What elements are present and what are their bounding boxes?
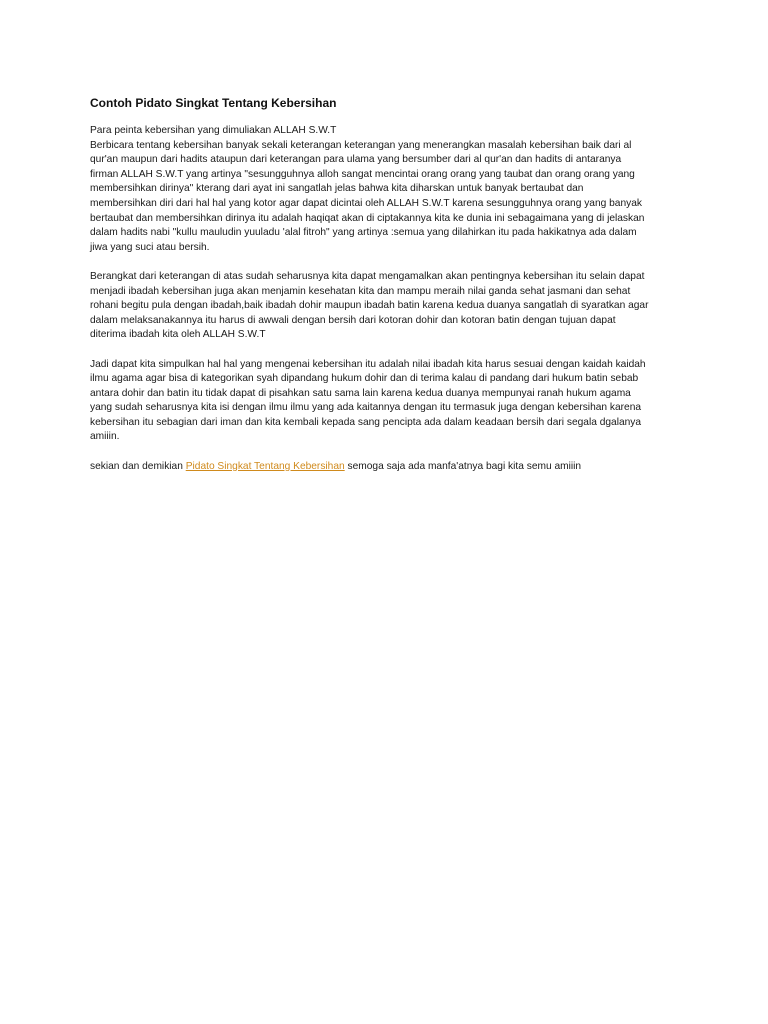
text-line: diterima ibadah kita oleh ALLAH S.W.T: [90, 329, 266, 341]
text-line: dalam melaksanakannya itu harus di awwali dengan bersih dari kotoran dohir dan kotoran batin dengan tujuan dapat: [90, 314, 616, 326]
text-line: ilmu agama agar bisa di kategorikan syah dipandang hukum dohir dan di terima kalau di pandang dari hukum batin sebab: [90, 373, 639, 385]
closing-text-before: sekian dan demikian: [90, 460, 186, 472]
text-line: yang sudah seharusnya kita isi dengan ilmu ilmu yang ada kaitannya dengan itu termasuk juga dengan kebersihan karena: [90, 402, 642, 414]
text-line: bertaubat dan membersihkan dirinya itu adalah haqiqat akan di ciptakannya kita ke dunia ini sebagaimana yang di jelaskan: [90, 212, 645, 224]
text-line: Jadi dapat kita simpulkan hal hal yang mengenai kebersihan itu adalah nilai ibadah kita harus sesuai dengan kaidah kaidah: [90, 358, 646, 370]
text-line: firman ALLAH S.W.T yang artinya "sesungguhnya alloh sangat mencintai orang orang yang taubat dan orang orang yang: [90, 168, 635, 180]
text-line: qur'an maupun dari hadits ataupun dari keterangan para ulama yang bersumber dari al qur'an dan hadits di antaranya: [90, 154, 622, 166]
text-line: dalam hadits nabi "kullu mauludin yuuladu 'alal fitroh" yang artinya :semua yang dilahirkan itu pada hakikatnya ada dalam: [90, 227, 637, 239]
text-line: kebersihan itu sebagian dari iman dan kita kembali kepada sang pencipta ada dalam keadaan bersih dari segala dgalanya: [90, 416, 642, 428]
text-line: Berbicara tentang kebersihan banyak sekali keterangan keterangan yang menerangkan masalah kebersihan baik dari al: [90, 139, 632, 151]
pidato-link[interactable]: Pidato Singkat Tentang Kebersihan: [185, 460, 345, 472]
paragraph-3: [90, 358, 690, 446]
text-line: amiiin.: [90, 431, 120, 443]
closing-line: [90, 460, 690, 475]
text-line: menjadi ibadah kebersihan juga akan menjamin kesehatan kita dan mampu meraih nilai ganda sehat jasmani dan sehat: [90, 285, 631, 297]
paragraph-1: [90, 124, 690, 255]
text-line: antara dohir dan batin itu tidak dapat di pisahkan satu sama lain karena kedua duanya mempunyai ranah hukum agama: [90, 387, 631, 399]
closing-paragraph: [90, 460, 690, 475]
text-line: membersihkan diri dari hal hal yang kotor agar dapat dicintai oleh ALLAH S.W.T karena sesungguhnya orang yang banyak: [90, 197, 642, 209]
document-page: [90, 94, 690, 489]
document-title: Contoh Pidato Singkat Tentang Kebersihan: [90, 96, 337, 110]
text-line: rohani begitu pula dengan ibadah,baik ibadah dohir maupun ibadah batin karena kedua duanya sangatlah di syaratkan agar: [90, 300, 649, 312]
closing-text-after: semoga saja ada manfa'atnya bagi kita semu amiiin: [344, 460, 582, 472]
text-line: Berangkat dari keterangan di atas sudah seharusnya kita dapat mengamalkan akan pentingnya kebersihan itu selain dapat: [90, 270, 645, 282]
text-line: Para peinta kebersihan yang dimuliakan ALLAH S.W.T: [90, 125, 337, 136]
text-line: jiwa yang suci atau bersih.: [90, 241, 210, 253]
paragraph-2: [90, 270, 690, 343]
text-line: membersihkan dirinya" kterang dari ayat ini sangatlah jelas bahwa kita diharskan untuk banyak bertaubat dan: [90, 183, 584, 195]
